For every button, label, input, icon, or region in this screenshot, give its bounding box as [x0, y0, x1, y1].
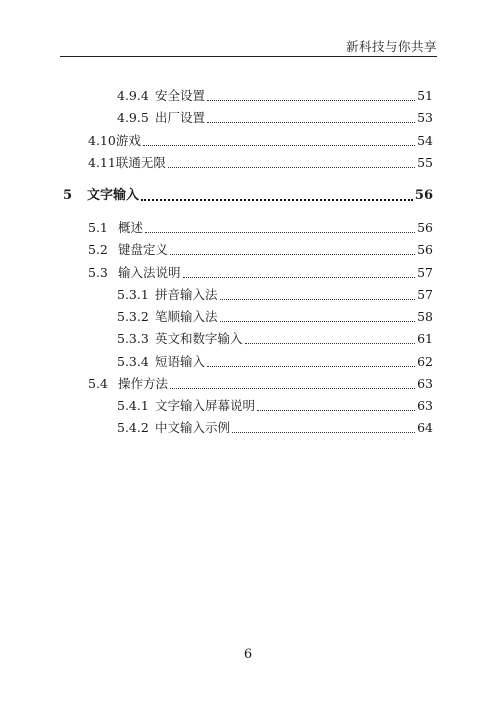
- toc-entry[interactable]: [117, 396, 433, 414]
- dot-leader: [245, 343, 416, 344]
- toc-entry-title: 键盘定义: [118, 242, 169, 257]
- toc-entry-number: 5.3: [88, 265, 108, 280]
- toc-entry-number: 5.3.2: [117, 309, 149, 324]
- toc-entry[interactable]: [117, 307, 433, 325]
- toc-entry-label: [117, 354, 205, 370]
- toc-entry[interactable]: [88, 131, 433, 149]
- toc-entry-title: 拼音输入法: [155, 287, 218, 302]
- toc-entry-title: 操作方法: [118, 376, 169, 391]
- toc-entry-number: 5.3.4: [117, 354, 149, 369]
- toc-entry-page: 63: [417, 376, 433, 391]
- toc-entry-label: [117, 331, 243, 347]
- toc-entry-number: 5.4.2: [117, 420, 149, 435]
- toc-entry-number: 5.3.3: [117, 331, 149, 346]
- toc-entry-title: 联通无限: [115, 155, 166, 170]
- dot-leader: [145, 232, 415, 233]
- toc-entry-title: 笔顺输入法: [155, 309, 218, 324]
- toc-entry[interactable]: [117, 418, 433, 436]
- toc-entry-title: 游戏: [115, 133, 141, 148]
- toc-entry-number: 4.9.4: [117, 88, 149, 103]
- toc-entry[interactable]: [117, 285, 433, 303]
- dot-leader: [143, 145, 415, 146]
- toc-entry-number: 4.11: [88, 155, 116, 170]
- toc-entry-page: 58: [417, 309, 433, 324]
- dot-leader: [257, 410, 415, 411]
- toc-entry-label: [117, 287, 218, 303]
- toc-entry-page: 51: [417, 88, 433, 103]
- toc-entry-page: 56: [417, 220, 433, 235]
- toc-entry-page: 56: [414, 188, 433, 203]
- toc-entry-label: [88, 242, 168, 258]
- toc-entry-number: 5.3.1: [117, 287, 149, 302]
- toc-entry-title: 中文输入示例: [155, 420, 231, 435]
- page-header: [60, 34, 437, 57]
- toc-entry-label: [117, 420, 230, 436]
- dot-leader: [232, 432, 415, 433]
- toc-entry[interactable]: [88, 218, 433, 236]
- toc-entry-title: 短语输入: [155, 354, 206, 369]
- toc-entry-page: 54: [417, 133, 433, 148]
- toc-entry-number: 5: [63, 188, 73, 203]
- toc-entry-page: 61: [417, 331, 433, 346]
- toc-chapter-entry[interactable]: [63, 186, 433, 204]
- toc-entry-label: [88, 133, 141, 149]
- toc-entry-label: [88, 220, 143, 236]
- dot-leader: [207, 122, 415, 123]
- toc-entry-number: 5.4: [88, 376, 108, 391]
- dot-leader: [207, 100, 415, 101]
- dot-leader: [170, 254, 415, 255]
- toc-entry-label: [88, 265, 181, 281]
- toc-entry-title: 安全设置: [155, 88, 206, 103]
- dot-leader: [141, 199, 413, 201]
- toc-entry-page: 62: [417, 354, 433, 369]
- toc-entry-title: 输入法说明: [118, 265, 181, 280]
- toc-entry-number: 5.2: [88, 242, 108, 257]
- toc-entry-label: [88, 155, 166, 171]
- dot-leader: [220, 299, 416, 300]
- toc-entry-label: [117, 398, 255, 414]
- toc-entry[interactable]: [88, 240, 433, 258]
- toc-entry-number: 5.4.1: [117, 398, 149, 413]
- toc-entry[interactable]: [88, 153, 433, 171]
- dot-leader: [168, 167, 415, 168]
- toc-entry[interactable]: [117, 329, 433, 347]
- dot-leader: [220, 321, 416, 322]
- toc-entry-label: [117, 110, 205, 126]
- toc-entry-label: [117, 309, 218, 325]
- toc-entry-page: 64: [417, 420, 433, 435]
- toc-entry[interactable]: [88, 263, 433, 281]
- page-number: 6: [243, 647, 253, 662]
- toc-entry-label: [88, 376, 168, 392]
- toc-entry[interactable]: [117, 352, 433, 370]
- toc-entry-label: [117, 88, 205, 104]
- toc-entry[interactable]: [117, 108, 433, 126]
- toc-entry-number: 4.10: [88, 133, 116, 148]
- toc-entry-page: 55: [417, 155, 433, 170]
- toc-entry-title: 文字输入: [87, 188, 140, 203]
- toc-entry-number: 4.9.5: [117, 110, 149, 125]
- toc-entry-title: 概述: [118, 220, 144, 235]
- toc-entry-page: 56: [417, 242, 433, 257]
- toc-entry-title: 出厂设置: [155, 110, 206, 125]
- dot-leader: [183, 277, 416, 278]
- dot-leader: [207, 366, 415, 367]
- toc-entry-label: [63, 188, 139, 204]
- dot-leader: [170, 388, 415, 389]
- toc-entry-number: 5.1: [88, 220, 108, 235]
- toc-entry-page: 63: [417, 398, 433, 413]
- toc-entry-page: 57: [417, 265, 433, 280]
- toc-entry[interactable]: [117, 86, 433, 104]
- toc-entry[interactable]: [88, 374, 433, 392]
- toc-entry-title: 文字输入屏幕说明: [155, 398, 256, 413]
- toc-entry-page: 57: [417, 287, 433, 302]
- toc-entry-title: 英文和数字输入: [155, 331, 243, 346]
- toc-entry-page: 53: [417, 110, 433, 125]
- header-title: 新科技与你共享: [345, 39, 437, 54]
